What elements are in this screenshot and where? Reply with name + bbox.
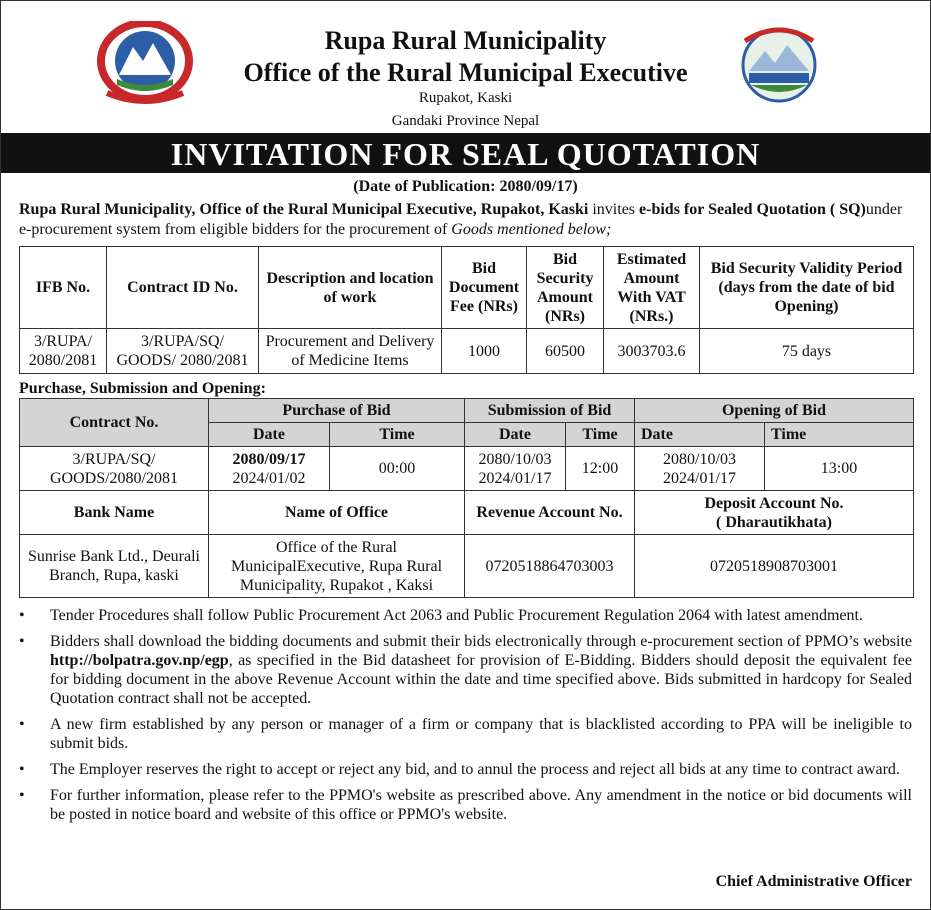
signatory: Chief Administrative Officer [715, 873, 912, 890]
cell-revenue-no: 0720518864703003 [465, 535, 635, 598]
bullet: • [19, 787, 25, 804]
submission-date-bs: 2080/10/03 [478, 450, 552, 468]
note-text: Bidders shall download the bidding documents and submit their bids electronically through e-procurement section of PPMO’s website [50, 633, 912, 650]
opening-header: Opening of Bid [635, 399, 914, 423]
revenue-account-header: Revenue Account No. [465, 491, 635, 535]
purchase-header: Purchase of Bid [209, 399, 465, 423]
schedule-header-row [20, 399, 914, 423]
opening-time-header: Time [765, 423, 914, 447]
opening-date-bs: 2080/10/03 [663, 450, 736, 468]
cell-submission-time: 12:00 [566, 447, 635, 491]
intro-goods: Goods mentioned below; [451, 221, 612, 238]
note-text: A new firm established by any person or manager of a firm or company that is blacklisted according to PPA will be ineligible to submit bids. [50, 716, 912, 752]
cell-purchase-date [209, 447, 330, 491]
purchase-date-bs: 2080/09/17 [232, 450, 306, 468]
office-address: Rupakot, Kaski [418, 90, 513, 106]
col-security: Bid Security Amount (NRs) [527, 247, 604, 329]
deposit-account-header [635, 491, 914, 535]
list-item [19, 606, 912, 625]
cell-purchase-time: 00:00 [330, 447, 465, 491]
col-ifb: IFB No. [20, 247, 107, 329]
purchase-date-ad: 2024/01/02 [232, 469, 306, 487]
submission-date-ad: 2024/01/17 [478, 469, 552, 487]
bullet: • [19, 716, 25, 733]
cell-contract-id: 3/RUPA/SQ/ GOODS/ 2080/2081 [107, 329, 259, 374]
cell-submission-date [465, 447, 566, 491]
intro-office: Rupa Rural Municipality, Office of the Rural Municipal Executive, Rupakot, Kaski [19, 201, 589, 218]
table-row [20, 447, 914, 491]
ppmo-link[interactable]: http://bolpatra.gov.np/egp [50, 652, 229, 669]
opening-date-header: Date [635, 423, 765, 447]
bullet: • [19, 607, 25, 624]
purchase-date-header: Date [209, 423, 330, 447]
office-province: Gandaki Province Nepal [391, 113, 540, 129]
submission-date-header: Date [465, 423, 566, 447]
deposit-sub-label: ( Dharautikhata) [715, 513, 832, 531]
cell-ifb: 3/RUPA/ 2080/2081 [20, 329, 107, 374]
intro-text-2: under e-procurement system from eligible bidders for the procurement of [19, 201, 903, 238]
col-doc-fee: Bid Document Fee (NRs) [442, 247, 527, 329]
cell-bank-name: Sunrise Bank Ltd., Deurali Branch, Rupa, kaski [20, 535, 209, 598]
publication-date: (Date of Publication: 2080/09/17) [353, 178, 578, 195]
note-text: For further information, please refer to the PPMO's website as prescribed above. Any amendment in the notice or bid documents will be posted in notice board and website of this office or PPMO's website. [50, 787, 912, 823]
cell-validity: 75 days [700, 329, 914, 374]
opening-date-ad: 2024/01/17 [663, 469, 736, 487]
contract-no-header: Contract No. [20, 399, 209, 447]
bank-name-header: Bank Name [20, 491, 209, 535]
office-name-header: Name of Office [209, 491, 465, 535]
cell-office-name: Office of the Rural MunicipalExecutive, Rupa Rural Municipality, Rupakot , Kaksi [209, 535, 465, 598]
col-description: Description and location of work [259, 247, 442, 329]
col-validity: Bid Security Validity Period (days from the date of bid Opening) [700, 247, 914, 329]
rupa-municipality-logo [737, 21, 821, 105]
cell-opening-time: 13:00 [765, 447, 914, 491]
submission-time-header: Time [566, 423, 635, 447]
notes-list [19, 606, 912, 824]
table-header-row [20, 247, 914, 329]
col-estimate: Estimated Amount With VAT (NRs.) [604, 247, 700, 329]
list-item [19, 632, 912, 708]
table-row [20, 329, 914, 374]
cell-contract-no: 3/RUPA/SQ/ GOODS/2080/2081 [20, 447, 209, 491]
cell-description: Procurement and Delivery of Medicine Items [259, 329, 442, 374]
col-contract-id: Contract ID No. [107, 247, 259, 329]
bullet: • [19, 761, 25, 778]
cell-estimate: 3003703.6 [604, 329, 700, 374]
cell-doc-fee: 1000 [442, 329, 527, 374]
office-name: Office of the Rural Municipal Executive [243, 58, 688, 87]
schedule-heading: Purchase, Submission and Opening: [19, 380, 266, 397]
purchase-time-header: Time [330, 423, 465, 447]
notice-title-banner: INVITATION FOR SEAL QUOTATION [1, 133, 930, 173]
deposit-label: Deposit Account No. [704, 494, 844, 512]
note-text: , as specified in the Bid datasheet for provision of E-Bidding. Bidders should deposit the equivalent fee for bidding document in the above Revenue Account within the date and time specified above. Bids submitted in hardcopy for Sealed Quotation contract shall not be accepted. [50, 652, 912, 707]
bank-header-row [20, 491, 914, 535]
note-text: The Employer reserves the right to accept or reject any bid, and to annul the process and reject all bids at any time to contract award. [50, 761, 900, 778]
list-item [19, 786, 912, 824]
list-item [19, 715, 912, 753]
list-item [19, 760, 912, 779]
schedule-table [19, 398, 914, 598]
cell-security: 60500 [527, 329, 604, 374]
note-text: Tender Procedures shall follow Public Procurement Act 2063 and Public Procurement Regulation 2064 with latest amendment. [50, 607, 863, 624]
cell-deposit-no: 0720518908703001 [635, 535, 914, 598]
submission-header: Submission of Bid [465, 399, 635, 423]
bid-details-table [19, 246, 914, 374]
intro-paragraph [19, 200, 912, 240]
cell-opening-date [635, 447, 765, 491]
intro-text: invites [588, 201, 640, 218]
letterhead [1, 1, 930, 133]
table-row [20, 535, 914, 598]
bullet: • [19, 633, 25, 650]
municipality-name: Rupa Rural Municipality [324, 26, 607, 55]
intro-sq: e-bids for Sealed Quotation ( SQ) [639, 201, 866, 218]
